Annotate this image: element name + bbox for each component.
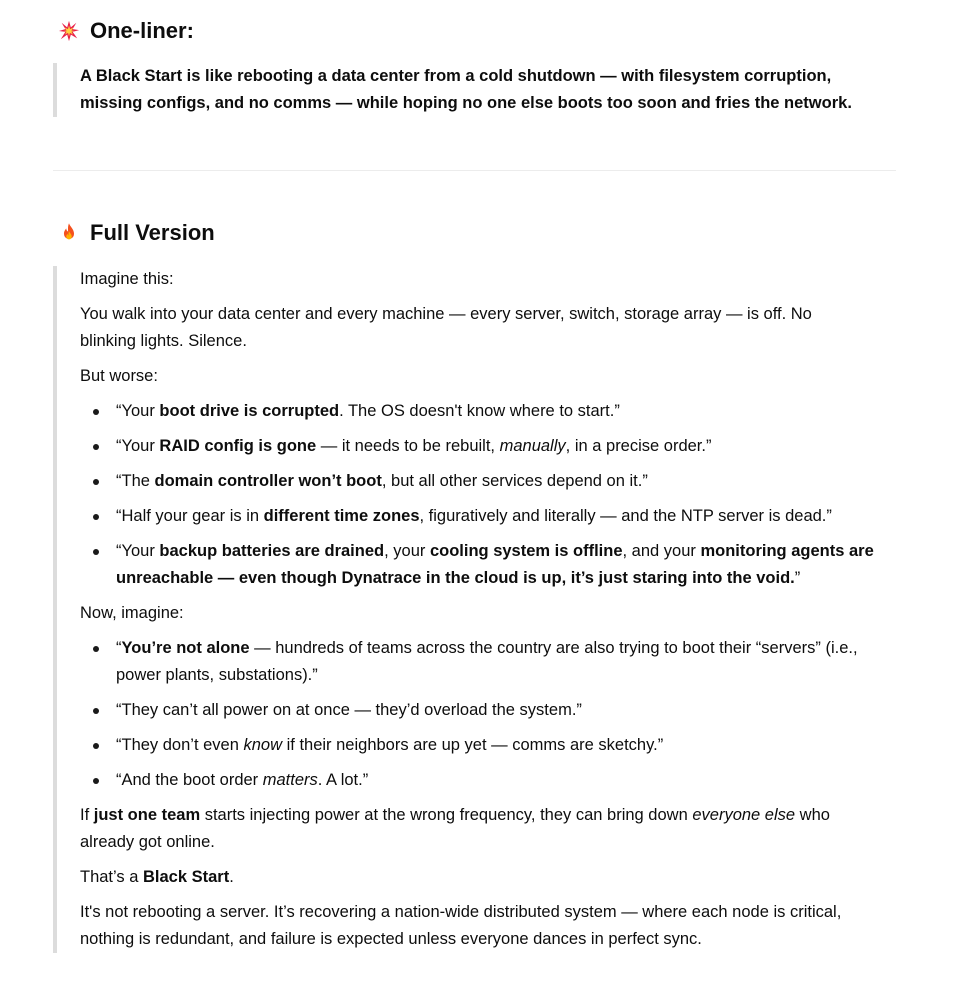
fire-icon [58,222,80,244]
one-liner-heading-text: One-liner: [90,18,194,43]
list-item: “Half your gear is in different time zones, figuratively and literally — and the NTP server is dead.” [80,503,900,530]
intro-paragraph: Imagine this: [80,270,174,288]
one-liner-heading [58,17,194,45]
one-liner-line-2: missing configs, and no comms — while hoping no one else boots too soon and fries the network. [80,94,852,112]
list-item: “The domain controller won’t boot, but all other services depend on it.” [80,468,900,495]
closing-paragraph: It's not rebooting a server. It’s recovering a nation-wide distributed system — where each node is critical, nothing is redundant, and failure is expected unless everyone dances in perfect sync. [80,903,842,948]
collision-icon [58,20,80,42]
list-item: “Your backup batteries are drained, your cooling system is offline, and your monitoring agents are unreachable — even though Dynatrace in the cloud is up, it’s just staring into the void.” [80,538,900,592]
list-item: “You’re not alone — hundreds of teams across the country are also trying to boot their “servers” (i.e., power plants, substations).” [80,635,900,689]
full-version-quote [53,266,900,953]
if-paragraph: If just one team starts injecting power at the wrong frequency, they can bring down everyone else who already got online. [80,806,830,851]
now-imagine-paragraph: Now, imagine: [80,604,184,622]
list-item: “They don’t even know if their neighbors are up yet — comms are sketchy.” [80,732,900,759]
list-item: “Your RAID config is gone — it needs to be rebuilt, manually, in a precise order.” [80,433,900,460]
section-divider [53,170,896,171]
list-item: “They can’t all power on at once — they’d overload the system.” [80,697,900,724]
but-worse-paragraph: But worse: [80,367,158,385]
imagine-list [80,635,900,794]
list-item: “And the boot order matters. A lot.” [80,767,900,794]
list-item: “Your boot drive is corrupted. The OS doesn't know where to start.” [80,398,900,425]
thats-paragraph: That’s a Black Start. [80,868,234,886]
one-liner-quote [53,63,900,117]
walk-in-paragraph [80,301,900,355]
full-version-heading-text: Full Version [90,220,215,245]
walk-in-line-2: blinking lights. Silence. [80,332,247,350]
worse-list [80,398,900,592]
walk-in-line-1: You walk into your data center and every machine — every server, switch, storage array — is off. No [80,305,812,323]
one-liner-line-1: A Black Start is like rebooting a data center from a cold shutdown — with filesystem corruption, [80,67,832,85]
full-version-heading [58,219,215,247]
